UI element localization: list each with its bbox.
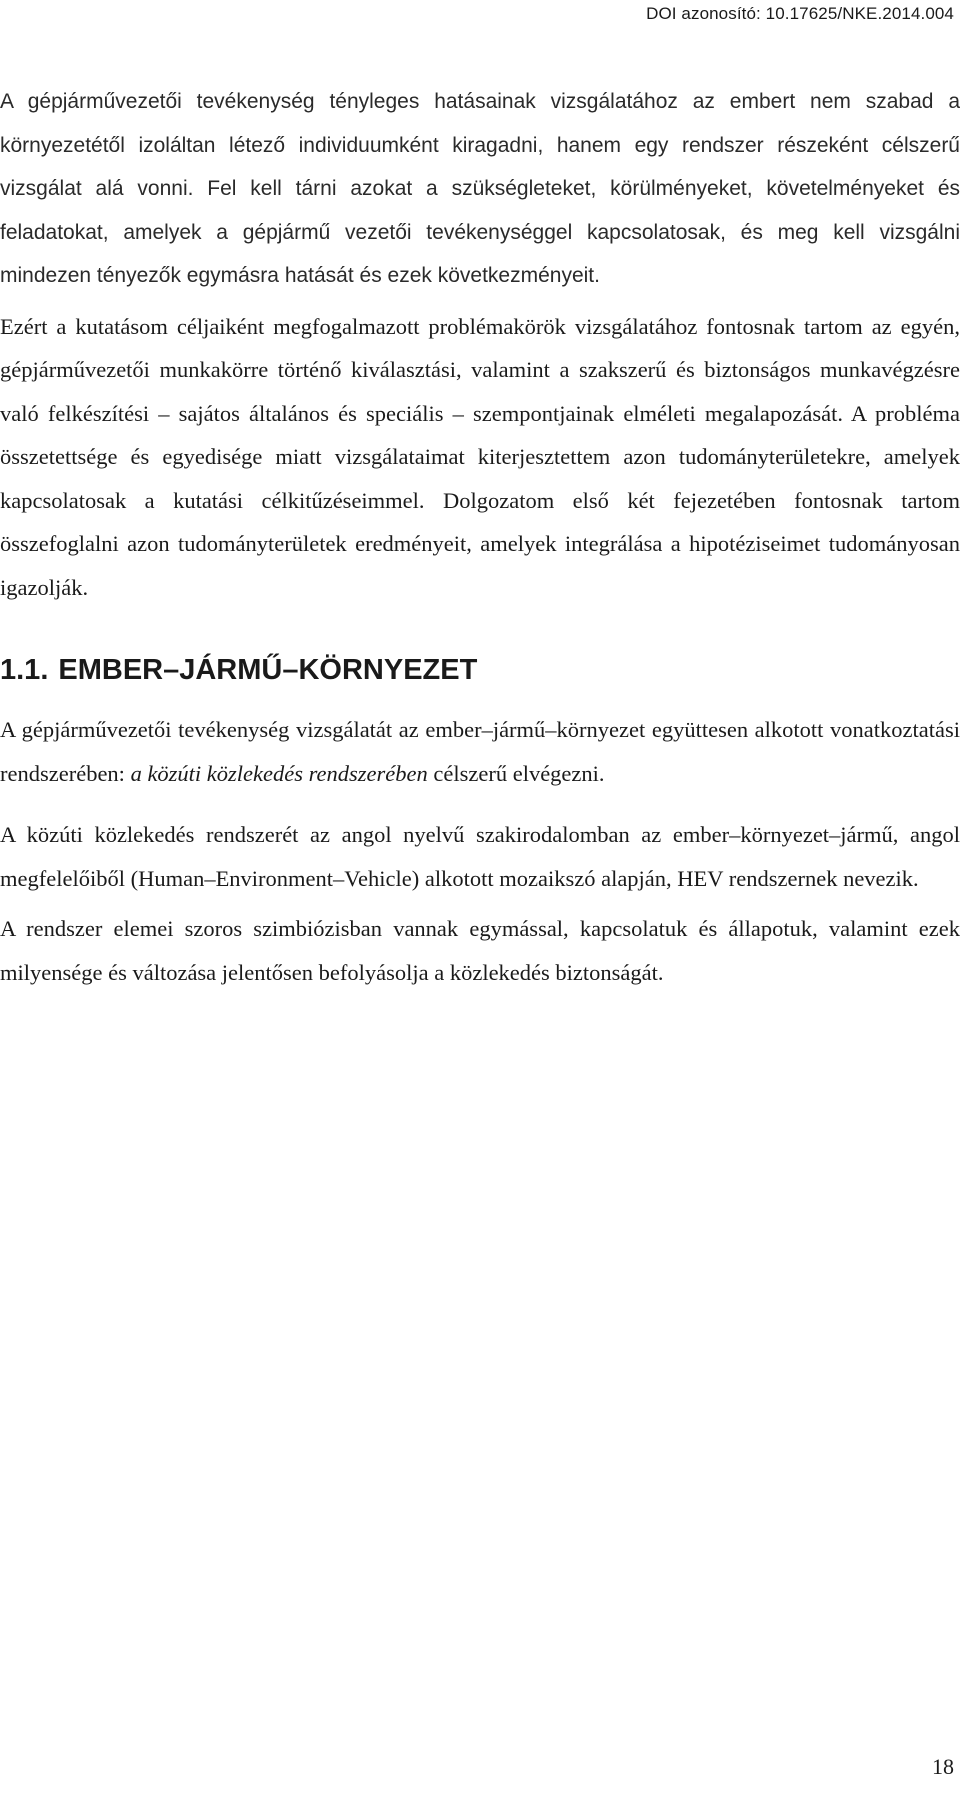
document-body [0,80,960,994]
paragraph-2: Ezért a kutatásom céljaiként megfogalmazott problémakörök vizsgálatához fontosnak tartom az egyén, gépjárművezetői munkakörre történő kiválasztási, valamint a szakszerű és biztonságos munkavégzésre való felkészítési – sajátos általános és speciális – szempontjainak elméleti megalapozását. A probléma összetettsége és egyedisége miatt vizsgálataimat kiterjesztettem azon tudományterületekre, amelyek kapcsolatosak a kutatási célkitűzéseimmel. Dolgozatom első két fejezetében fontosnak tartom összefoglalni azon tudományterületek eredményeit, amelyek integrálása a hipotéziseimet tudományosan igazolják. [0,313,960,600]
section-number: 1.1. [0,654,49,686]
paragraph-3 [0,708,960,795]
page-number: 18 [932,1754,954,1779]
paragraph-3-end: célszerű elvégezni. [427,760,605,786]
section-heading [0,652,960,688]
paragraph-1: A gépjárművezetői tevékenység tényleges hatásainak vizsgálatához az embert nem szabad a környezetétől izoláltan létező individuumként kiragadni, hanem egy rendszer részeként célszerű vizsgálat alá vonni. Fel kell tárni azokat a szükségleteket, körülményeket, követelményeket és feladatokat, amelyek a gépjármű vezetői tevékenységgel kapcsolatosak, és meg kell vizsgálni mindezen tényezők egymásra hatását és ezek következményeit. [0,90,960,287]
paragraph-4: A közúti közlekedés rendszerét az angol nyelvű szakirodalomban az ember–környezet–jármű, angol megfelelőiből (Human–Environment–Vehicle) alkotott mozaikszó alapján, HEV rendszernek nevezik. [0,822,960,891]
paragraph-3-start: A gépjárművezetői tevékenység vizsgálatát az ember–jármű–környezet együttesen alkotott vonatkoztatási rendszerében: [0,717,960,786]
doi-header: DOI azonosító: 10.17625/NKE.2014.004 [646,4,954,23]
section-title: EMBER–JÁRMŰ–KÖRNYEZET [58,654,478,686]
paragraph-3-emphasis: a közúti közlekedés rendszerében [130,760,428,786]
paragraph-5: A rendszer elemei szoros szimbiózisban vannak egymással, kapcsolatuk és állapotuk, valamint ezek milyensége és változása jelentősen befolyásolja a közlekedés biztonságát. [0,916,960,985]
